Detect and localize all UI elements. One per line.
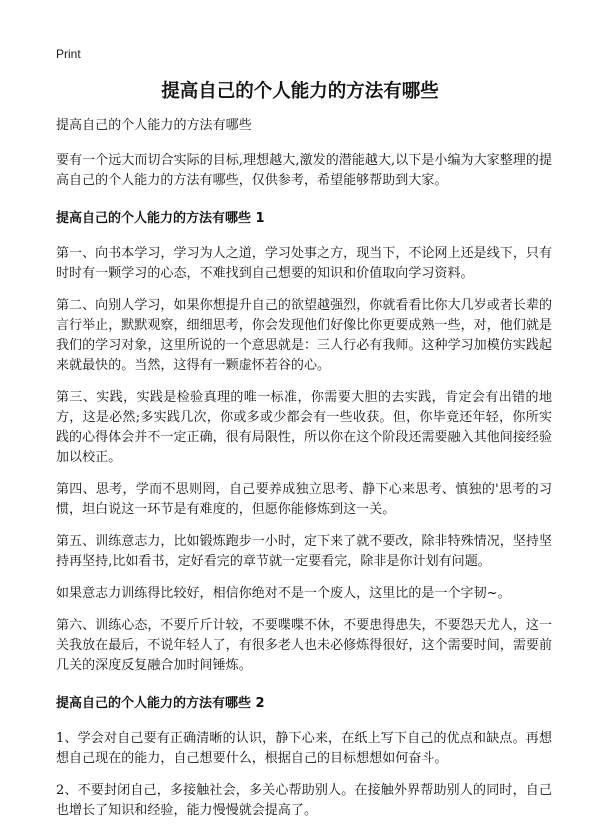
article-body [56, 116, 552, 821]
section-1-heading: 提高自己的个人能力的方法有哪些 1 [56, 211, 265, 226]
section-1-paragraph: 第四、思考，学而不思则罔，自己要养成独立思考、静下心来思考、慎独的'思考的习惯，坦白说这一环节是有难度的，但愿你能修炼到这一关。 [56, 482, 552, 517]
section-1-paragraph: 第三、实践，实践是检验真理的唯一标准，你需要大胆的去实践，肯定会有出错的地方，这是必然;多实践几次，你或多或少都会有一些收获。但，你毕竟还年轻，你所实践的心得体会并不一定正确，很有局限性，所以你在这个阶段还需要融入其他间接经验加以校正。 [56, 390, 552, 465]
section-1-paragraph: 如果意志力训练得比较好，相信你绝对不是一个废人，这里比的是一个字韧~。 [56, 586, 511, 601]
section-1-paragraph: 第六、训练心态，不要斤斤计较，不要喋喋不休，不要患得患失，不要怨天尤人，这一关我放在最后，不说年轻人了，有很多老人也未必修炼得很好，这个需要时间，需要前几关的深度反复融合加时间锤炼。 [56, 618, 552, 673]
article-subtitle: 提高自己的个人能力的方法有哪些 [56, 118, 252, 133]
section-2-paragraph: 2、不要封闭自己，多接触社会，多关心帮助别人。在接触外界帮助别人的同时，自己也增长了知识和经验，能力慢慢就会提高了。 [56, 783, 552, 818]
print-link[interactable]: Print [56, 47, 81, 61]
page-title: 提高自己的个人能力的方法有哪些 [161, 81, 439, 102]
section-1-paragraph: 第五、训练意志力，比如锻炼跑步一小时，定下来了就不要改，除非特殊情况，坚持坚持再坚持,比如看书，定好看完的章节就一定要看完，除非是你计划有问题。 [56, 534, 552, 569]
section-2-heading: 提高自己的个人能力的方法有哪些 2 [56, 696, 265, 711]
intro-paragraph: 要有一个远大而切合实际的目标,理想越大,激发的潜能越大,以下是小编为大家整理的提高自己的个人能力的方法有哪些，仅供参考，希望能够帮助到大家。 [56, 153, 552, 188]
section-2-paragraph: 1、学会对自己要有正确清晰的认识，静下心来，在纸上写下自己的优点和缺点。再想想自己现在的能力，自己想要什么，根据自己的目标想想如何奋斗。 [56, 731, 552, 766]
section-1-paragraph: 第二、向别人学习，如果你想提升自己的欲望越强烈，你就看看比你大几岁或者长辈的言行举止，默默观察，细细思考，你会发现他们好像比你更要成熟一些，对，他们就是我们的学习对象，这里所说的一个意思就是：三人行必有我师。这种学习加模仿实践起来就最快的。当然，这得有一颗虚怀若谷的心。 [56, 298, 552, 373]
section-1-paragraph: 第一、向书本学习，学习为人之道，学习处事之方，现当下，不论网上还是线下，只有时时有一颗学习的心态，不难找到自己想要的知识和价值取向学习资料。 [56, 246, 552, 281]
